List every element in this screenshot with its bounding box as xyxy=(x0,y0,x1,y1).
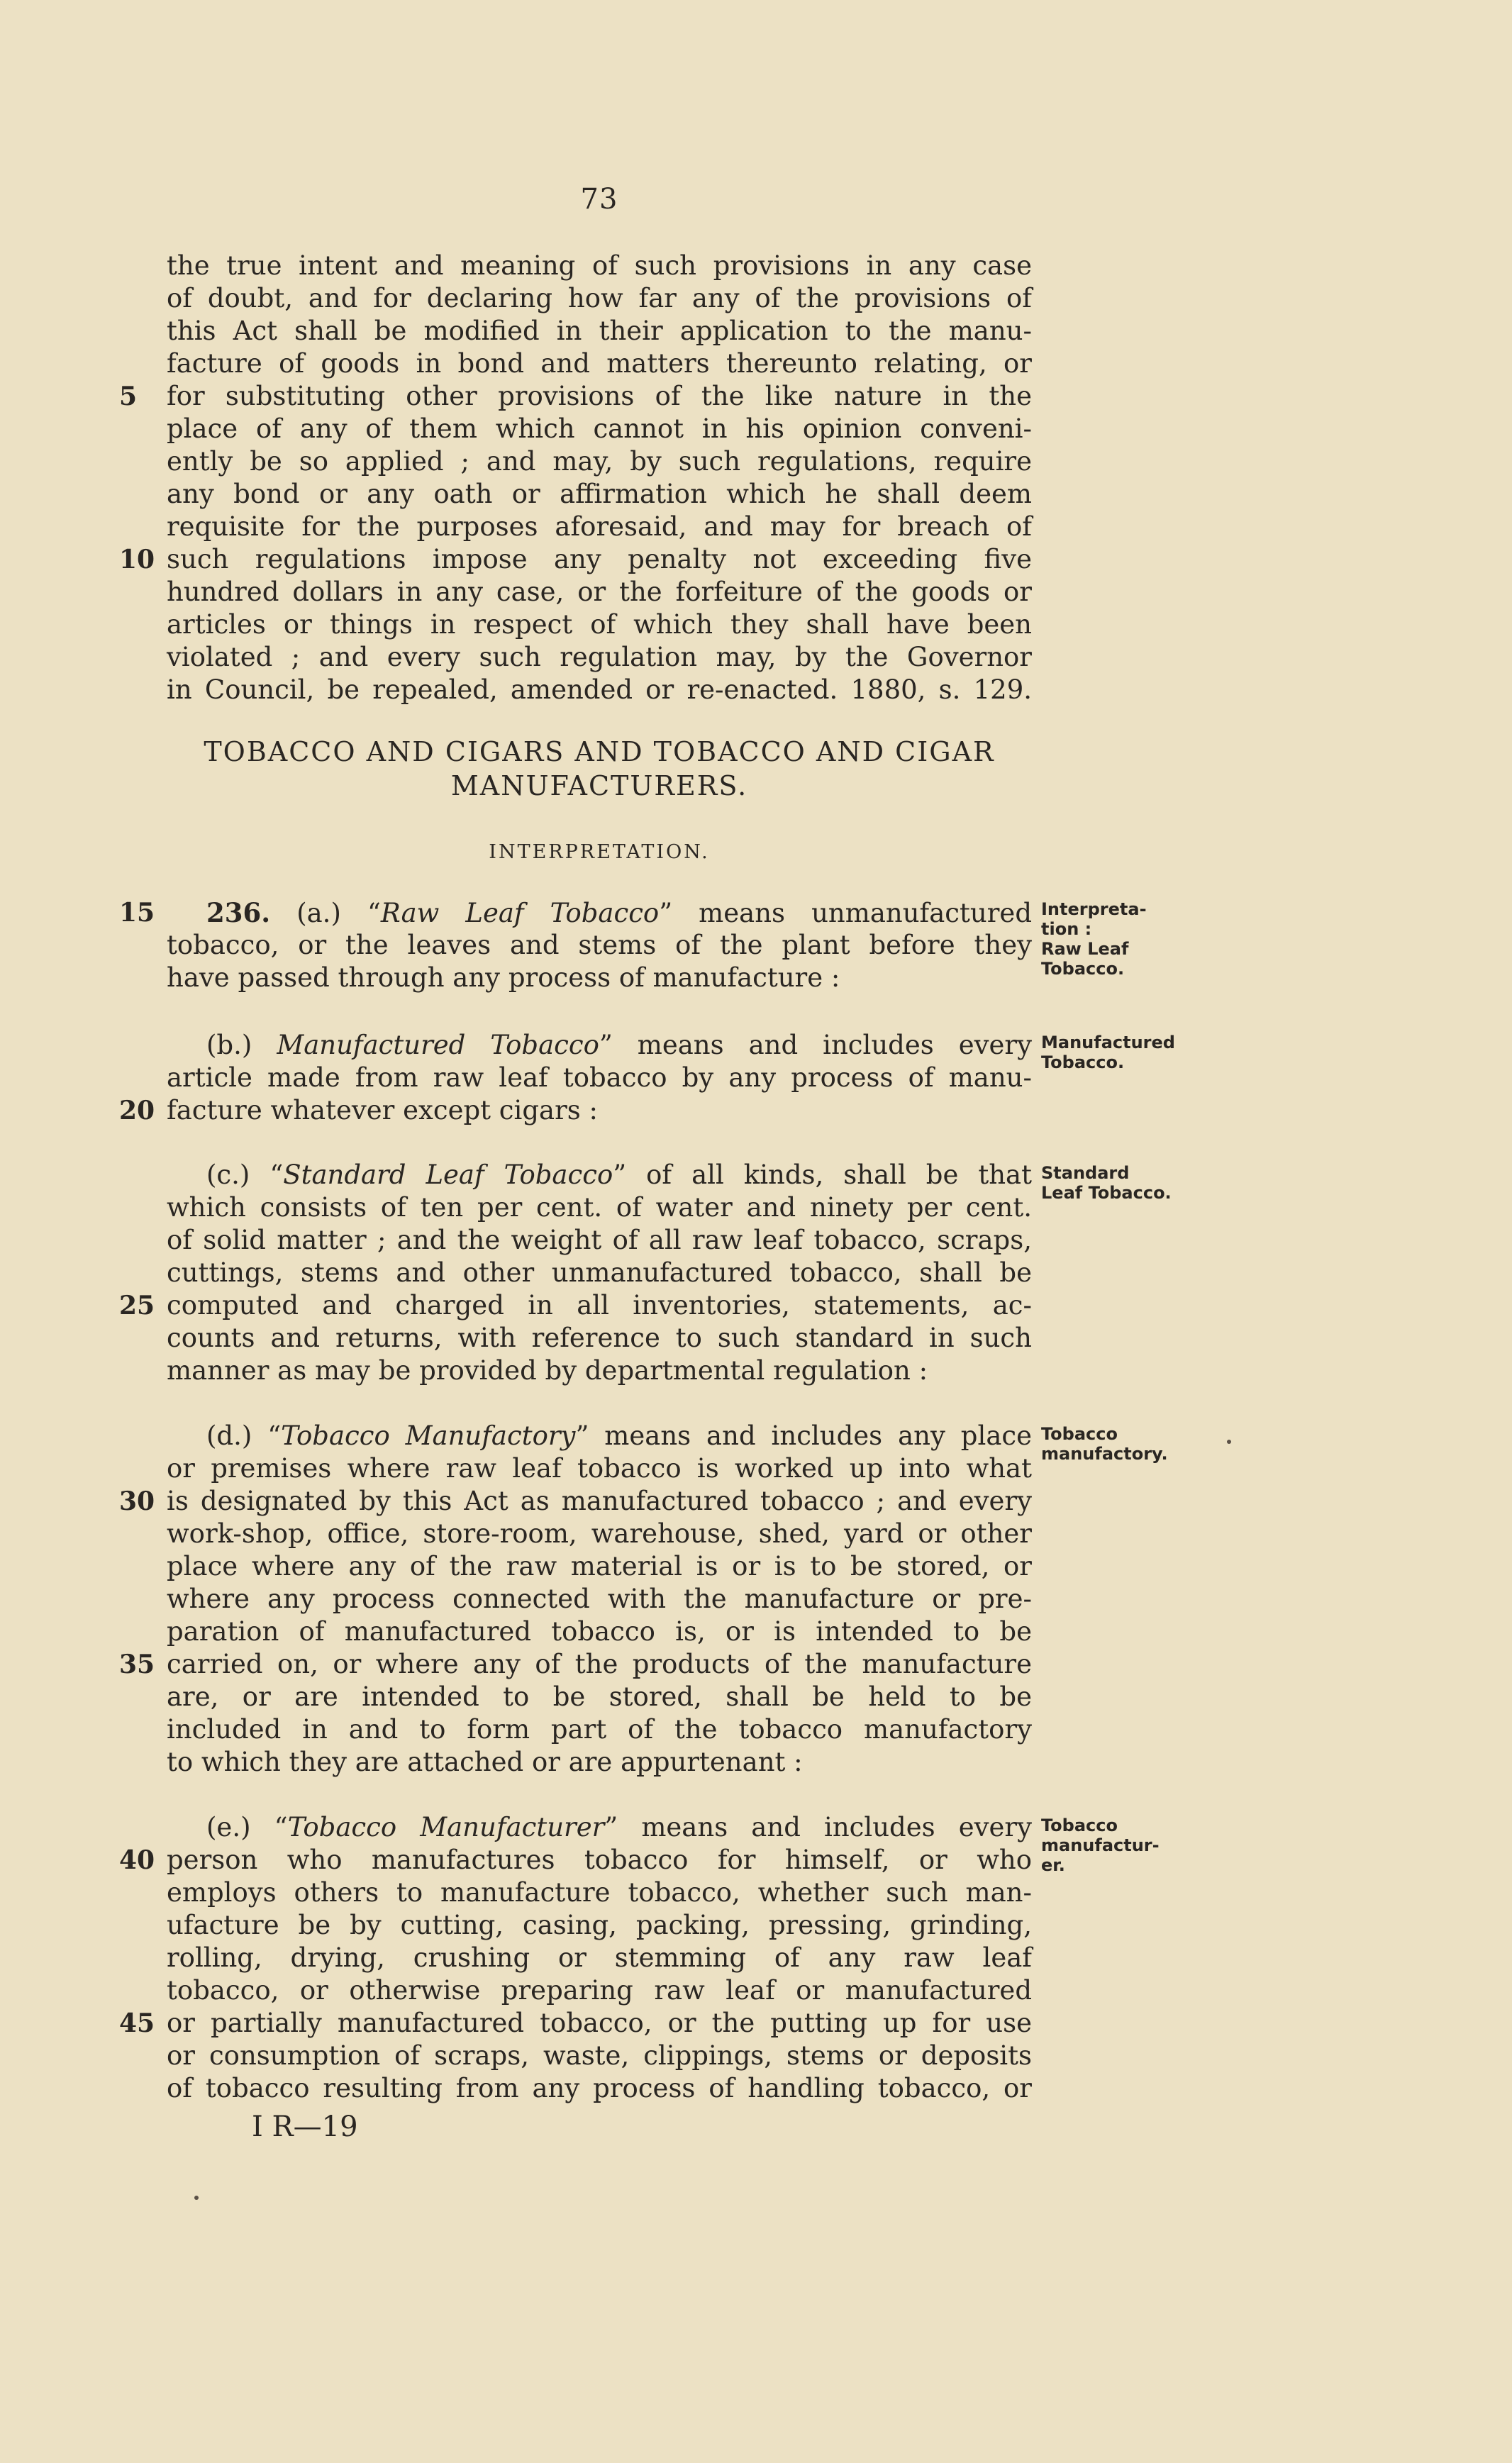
clause-label: (d.) xyxy=(206,1420,252,1451)
line-number: 40 xyxy=(119,1845,155,1875)
definition-text: ” of all kinds, shall be that xyxy=(613,1160,1032,1190)
section-heading: MANUFACTURERS. xyxy=(450,770,748,801)
body-line: is designated by this Act as manufactured tobacco ; and every xyxy=(167,1486,1032,1516)
body-line: tobacco, or otherwise preparing raw leaf or manufactured xyxy=(167,1975,1032,2006)
paper-speck xyxy=(1227,1440,1231,1444)
marginal-note-manufacturer xyxy=(1041,1816,1204,1875)
line-number: 15 xyxy=(119,898,155,928)
defined-term: Manufactured Tobacco xyxy=(277,1030,599,1060)
body-line: work-shop, office, store-room, warehouse, shed, yard or other xyxy=(167,1518,1032,1549)
note-line: Manufactured xyxy=(1041,1033,1175,1052)
clause-label: (a.) xyxy=(296,898,341,928)
clause-label: (e.) xyxy=(206,1812,251,1842)
body-line: are, or are intended to be stored, shall be held to be xyxy=(167,1681,1032,1712)
section-heading: TOBACCO AND CIGARS AND TOBACCO AND CIGAR xyxy=(204,736,995,767)
marginal-note-standard xyxy=(1041,1163,1204,1203)
quote-mark: “ xyxy=(269,1160,284,1190)
body-line: such regulations impose any penalty not exceeding five xyxy=(167,544,1032,574)
body-line: or premises where raw leaf tobacco is worked up into what xyxy=(167,1453,1032,1484)
subheading: INTERPRETATION. xyxy=(489,841,710,863)
body-line: ufacture be by cutting, casing, packing, pressing, grinding, xyxy=(167,1910,1032,1940)
body-line: person who manufactures tobacco for himself, or who xyxy=(167,1845,1032,1875)
note-line: Tobacco xyxy=(1041,1816,1118,1835)
body-line: in Council, be repealed, amended or re-enacted. 1880, s. 129. xyxy=(167,674,1032,705)
body-line: facture whatever except cigars : xyxy=(167,1095,598,1125)
body-line: which consists of ten per cent. of water and ninety per cent. xyxy=(167,1192,1032,1223)
body-line: articles or things in respect of which they shall have been xyxy=(167,609,1032,640)
defined-term: Standard Leaf Tobacco xyxy=(283,1160,613,1190)
body-line: any bond or any oath or affirmation which he shall deem xyxy=(167,479,1032,509)
signature-mark: I R—19 xyxy=(252,2111,358,2143)
body-line: violated ; and every such regulation may, by the Governor xyxy=(167,642,1032,672)
body-line: have passed through any process of manufacture : xyxy=(167,962,840,993)
body-line: where any process connected with the manufacture or pre- xyxy=(167,1584,1032,1614)
body-line: included in and to form part of the tobacco manufactory xyxy=(167,1714,1032,1745)
definition-manufacturer xyxy=(167,1811,1032,1844)
body-line: carried on, or where any of the products of the manufacture xyxy=(167,1649,1032,1679)
section-number: 236. xyxy=(206,897,271,928)
line-number: 45 xyxy=(119,2008,155,2038)
body-line: rolling, drying, crushing or stemming of any raw leaf xyxy=(167,1942,1032,1973)
clause-label: (c.) xyxy=(206,1160,250,1190)
defined-term: Tobacco Manufactory xyxy=(281,1420,576,1451)
defined-term: Raw Leaf Tobacco xyxy=(380,898,660,928)
body-line: place where any of the raw material is or is to be stored, or xyxy=(167,1551,1032,1581)
body-line: of doubt, and for declaring how far any of the provisions of xyxy=(167,283,1032,313)
body-line: cuttings, stems and other unmanufactured tobacco, shall be xyxy=(167,1257,1032,1288)
line-number: 20 xyxy=(119,1096,155,1125)
note-line: tion : xyxy=(1041,919,1092,939)
marginal-note-interpretation xyxy=(1041,899,1204,979)
body-line: or partially manufactured tobacco, or the putting up for use xyxy=(167,2008,1032,2038)
page-number: 73 xyxy=(580,183,618,216)
body-line: for substituting other provisions of the like nature in the xyxy=(167,381,1032,411)
body-line: place of any of them which cannot in his opinion conveni- xyxy=(167,413,1032,444)
definition-text: ” means and includes any place xyxy=(575,1420,1032,1451)
body-line: article made from raw leaf tobacco by any process of manu- xyxy=(167,1062,1032,1093)
line-number: 30 xyxy=(119,1486,155,1516)
note-line: manufactur- xyxy=(1041,1835,1160,1855)
body-line: hundred dollars in any case, or the forfeiture of the goods or xyxy=(167,577,1032,607)
definition-manufactory xyxy=(167,1420,1032,1452)
note-line: er. xyxy=(1041,1855,1065,1875)
line-number: 5 xyxy=(119,382,138,411)
quote-mark: “ xyxy=(267,1420,282,1451)
clause-label: (b.) xyxy=(206,1030,252,1060)
line-number: 35 xyxy=(119,1650,155,1679)
definition-standard-leaf xyxy=(167,1159,1032,1191)
defined-term: Tobacco Manufacturer xyxy=(287,1812,605,1842)
body-line: counts and returns, with reference to such standard in such xyxy=(167,1323,1032,1353)
note-line: Tobacco xyxy=(1041,1424,1118,1444)
quote-mark: “ xyxy=(367,898,381,928)
line-number: 10 xyxy=(119,545,155,574)
body-line: the true intent and meaning of such provisions in any case xyxy=(167,250,1032,281)
note-line: Raw Leaf xyxy=(1041,939,1129,959)
body-line: manner as may be provided by departmental regulation : xyxy=(167,1355,928,1386)
body-line: tobacco, or the leaves and stems of the plant before they xyxy=(167,930,1032,960)
body-line: paration of manufactured tobacco is, or is intended to be xyxy=(167,1616,1032,1647)
marginal-note-manufactory xyxy=(1041,1424,1204,1464)
definition-text: ” means unmanufactured xyxy=(659,898,1032,928)
body-line: or consumption of scraps, waste, clippings, stems or deposits xyxy=(167,2040,1032,2071)
note-line: Leaf Tobacco. xyxy=(1041,1183,1172,1203)
body-line: computed and charged in all inventories, statements, ac- xyxy=(167,1290,1032,1321)
body-line: this Act shall be modified in their application to the manu- xyxy=(167,316,1032,346)
note-line: manufactory. xyxy=(1041,1444,1168,1464)
body-line: of solid matter ; and the weight of all raw leaf tobacco, scraps, xyxy=(167,1225,1032,1255)
body-line: of tobacco resulting from any process of handling tobacco, or xyxy=(167,2073,1032,2103)
body-line: requisite for the purposes aforesaid, and may for breach of xyxy=(167,511,1032,542)
note-line: Standard xyxy=(1041,1163,1130,1183)
note-line: Tobacco. xyxy=(1041,959,1125,979)
note-line: Interpreta- xyxy=(1041,899,1147,919)
body-line: employs others to manufacture tobacco, whether such man- xyxy=(167,1877,1032,1908)
definition-text: ” means and includes every xyxy=(599,1030,1033,1060)
line-number: 25 xyxy=(119,1291,155,1321)
note-line: Tobacco. xyxy=(1041,1052,1125,1072)
body-line: facture of goods in bond and matters thereunto relating, or xyxy=(167,348,1032,379)
definition-raw-leaf xyxy=(167,896,1032,930)
body-line: ently be so applied ; and may, by such regulations, require xyxy=(167,446,1032,477)
quote-mark: “ xyxy=(274,1812,288,1842)
definition-text: ” means and includes every xyxy=(604,1812,1033,1842)
body-line: to which they are attached or are appurtenant : xyxy=(167,1747,803,1777)
definition-manufactured xyxy=(167,1029,1032,1062)
paper-speck xyxy=(194,2196,199,2200)
marginal-note-manufactured xyxy=(1041,1033,1204,1072)
